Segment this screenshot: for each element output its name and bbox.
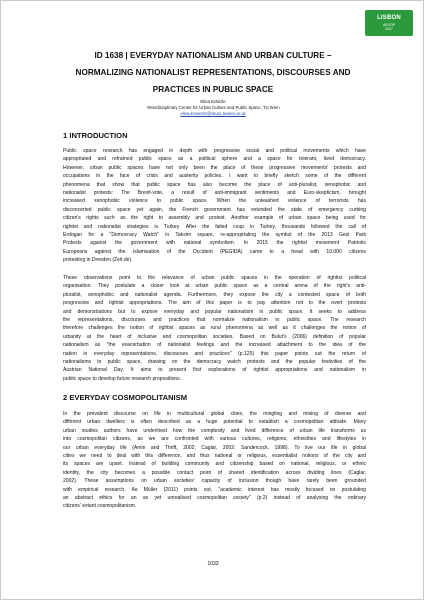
paragraph-line: However, urban public spaces have not only been the place of these progressive movements' protests and [63,164,366,171]
paragraph-line: different urban dwellers is often described as a huge potential to establish a cosmopolitan attitude. Many [63,419,366,426]
paragraph-line: nationalisms to public space, drawing on the democracy watch protests and the popular festivities of the [63,358,366,365]
logo-line-1: LISBON [377,15,401,21]
paragraph-line: with empirical research. As Müller (2011) points out, "academic interest has mostly focused on postulating [63,486,366,493]
paragraph-line: therefore challenges the notion of rightist spaces as rural phenomena as well as it challenges the notion of [63,325,366,332]
paragraph-line: progressive and rightist appropriations. The aim of this paper is to pay attention not to the overt protests [63,300,366,307]
paragraph-line: 2002). These assumptions on urban societies' capacity of inclusion though have rarely been grounded [63,478,366,485]
paragraph-line: identity, the city becomes a possible contact point of shared identification across dividing lines (Caglar, [63,469,366,476]
paragraph-line: and demonstrations but to expose everyday and popular nationalism in public space. It seeks to address [63,308,366,315]
section-heading-everyday-cosmopolitanism: 2 EVERYDAY COSMOPOLITANISM [63,393,188,402]
paragraph-line: into cosmopolitan citizens, as we are confronted with various cultures, religions, ethnicities and lifestyles in [63,436,366,443]
paragraph-line: Public space research has engaged in depth with progressive social and political movements which have [63,148,366,154]
paragraph-line: citizens' extant cosmopolitanism. [63,503,137,510]
paragraph-line: an abstract ethics for an as yet unrealised cosmopolitan society" (p.2) instead of analysing the ordinary [63,494,366,501]
page-number: 1033 [207,561,219,567]
paragraph-line: organisation. They postulate a closer look at urban public space as a central arena of the right's anti- [63,283,366,290]
author-email-link[interactable]: elina.kraenzle@skuor.tuwien.ac.at [180,111,246,116]
paper-title [31,47,395,98]
section-heading-introduction: 1 INTRODUCTION [63,131,128,140]
paragraph-line: increased xenophobic violence to public space. When the unleashed violence of terrorists has [63,198,366,205]
paragraph-line: Europeans against the Islamisation of the Occident (PEGIDA) came to a head with 10.000 citizens [63,248,366,255]
paragraph-line: Austrian National Day. It aims to present first explorations of rightist appropriations and nationalism in [63,367,366,374]
paragraph-line: appropriated and reframed public space as a political sphere and a space for tolerant, lived democracy. [63,156,366,163]
paragraph-line: occupations in the face of crisis and austerity policies. I want to briefly sketch some of the different [63,173,366,180]
paragraph-line: the representations, discourses and practices that normalize nationalism in public space. The research [63,316,366,323]
paragraph-line: Protests against the government with national symbolism. In 2015 the rightist movement Patriotic [63,240,366,247]
paragraph-line: In the prevalent discourse on life in multicultural global cities, the mingling and mixing of diverse and [63,411,366,417]
paragraph-line: urbanity at the heart of inclusive and cosmopolitan societies. Based on Bulut's (2006) definition of popular [63,333,366,340]
paragraph-line: cities we need to deal with this difference, and thus national or religious, essentialist notions of the city and [63,452,366,459]
paragraph-line: nationalist protests: The Brexit-vote, a result of anti-immigrant sentiments and Euro-skepticism, brought [63,189,366,196]
paragraph-line: phenomena that show that public space has also become the place of anti-pluralist, xenophobic and [63,181,366,188]
paragraph-line: nation in everyday representations, discourses and practices" (p.125) this paper points out the return of [63,350,366,357]
paragraph-line: nationalism as "the exacerbation of nationalist feelings and the increased attachment to the idea of the [63,342,366,349]
paragraph-line: Erdogan for a "Democracy Watch" in Taksim square, re-appropriating the symbol of the 2013 Gezi Park [63,231,366,238]
paragraph-line: pluralist, xenophobic and nationalist agenda. Furthermore, they expose the city a contested space of both [63,291,366,298]
logo-line-2: AESOP [382,23,396,27]
paragraph-introduction-2 [63,274,366,383]
paragraph-line: urban studies authors have underlined how the complexity and lived difference of urban life transforms us [63,427,366,434]
author-name: Elina Kränzle [200,99,226,104]
paragraph-line: citizen's rights such as the right to assembly and protest. Another example of urban space being used for [63,215,366,222]
title-line: NORMALIZING NATIONALIST REPRESENTATIONS, DISCOURSES AND [75,68,351,77]
paragraph-line: our urban everyday life (Amin and Thrift, 2002; Caglar, 2002; Sandercock, 1998). To live our life in global [63,444,366,451]
paragraph-line: its spaces are upset. Instead of building community and citizenship based on national, religious, or ethnic [63,461,366,468]
title-line: PRACTICES IN PUBLIC SPACE [152,85,274,94]
title-line: ID 1638 | EVERYDAY NATIONALISM AND URBAN CULTURE – [94,51,332,60]
author-affiliation: ¹Interdisciplinary Center for Urban Culture and Public Space, TU Wien [146,105,280,110]
paragraph-line: rightist and nationalist strategies is Turkey. After the failed coup in Turkey, thousands followed the call of [63,223,366,230]
paragraph-line: disconcerted public space yet again, the French government has extended the state of emergency curbing [63,206,366,213]
paragraph-line: public space to develop future research propositions. [63,375,182,382]
logo-line-3: 2017 [385,27,393,31]
conference-logo [365,10,413,36]
author-block [1,99,424,117]
paragraph-line: protesting in Dresden (Zeit.de). [63,257,133,264]
paragraph-cosmopolitanism-1 [63,410,366,511]
paragraph-line: These observations point to the relevance of urban public spaces in the operation of rightist political [63,275,366,281]
paragraph-introduction-1 [63,147,366,264]
